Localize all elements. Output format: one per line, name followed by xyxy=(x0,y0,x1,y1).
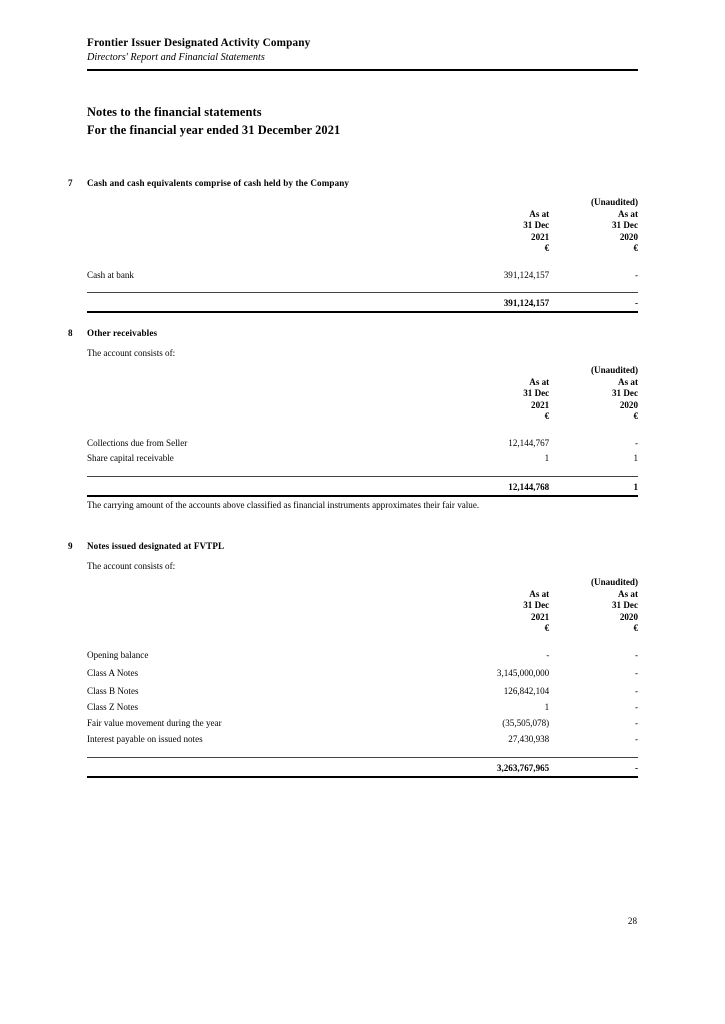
note-7-table xyxy=(87,196,638,313)
spacer-cell xyxy=(87,283,638,293)
total-label xyxy=(87,480,393,496)
col2-date: 31 Dec xyxy=(611,388,638,399)
table-row xyxy=(87,663,638,684)
table-header-asat-row xyxy=(87,377,638,388)
row-value-2021: 391,124,157 xyxy=(503,269,550,280)
col2-currency: € xyxy=(633,243,638,254)
col2-as-at: As at xyxy=(618,209,638,219)
spacer-cell xyxy=(87,635,638,648)
total-value-2021: 12,144,768 xyxy=(393,480,549,496)
page-title-line2: For the financial year ended 31 December 2021 xyxy=(87,122,341,137)
row-label: Class A Notes xyxy=(87,668,139,679)
row-value-2020: - xyxy=(634,702,638,713)
col1-year: 2021 xyxy=(531,611,550,622)
table-header-asat-row xyxy=(87,209,638,220)
row-label: Class B Notes xyxy=(87,686,139,697)
note-8-number: 8 xyxy=(68,328,73,338)
note-section-9 xyxy=(0,541,725,555)
row-value-2020: - xyxy=(634,668,638,679)
col1-as-at: As at xyxy=(529,589,550,599)
total-value-2020: - xyxy=(549,296,638,312)
col1-as-at: As at xyxy=(529,209,550,219)
col1-date: 31 Dec xyxy=(523,388,550,399)
note-7-number: 7 xyxy=(68,178,73,188)
table-header-year-row xyxy=(87,400,638,411)
table-header-year-row xyxy=(87,612,638,623)
col1-currency: € xyxy=(544,623,550,634)
table-row xyxy=(87,648,638,664)
row-label: Class Z Notes xyxy=(87,702,139,713)
col1-as-at: As at xyxy=(529,377,550,387)
unaudited-label: (Unaudited) xyxy=(591,365,638,375)
col2-currency: € xyxy=(633,411,638,422)
col1-year: 2021 xyxy=(531,231,550,242)
spacer-cell xyxy=(87,220,393,231)
table-header-date-row xyxy=(87,600,638,611)
spacer-cell xyxy=(87,589,393,600)
row-value-2020: 1 xyxy=(633,453,638,464)
total-value-2021: 391,124,157 xyxy=(393,296,549,312)
spacer-cell xyxy=(87,748,638,758)
note-8-footnote: The carrying amount of the accounts above classified as financial instruments approximates their fair value. xyxy=(87,500,480,510)
table-header-date-row xyxy=(87,388,638,399)
col2-as-at: As at xyxy=(618,589,638,599)
row-value-2021: 1 xyxy=(544,702,550,713)
spacer-cell xyxy=(87,377,393,388)
total-value-2020: 1 xyxy=(549,480,638,496)
document-subtitle: Directors' Report and Financial Statements xyxy=(87,52,265,63)
spacer-cell xyxy=(87,576,393,589)
note-8-intro: The account consists of: xyxy=(87,348,176,358)
table-total-row xyxy=(87,296,638,312)
row-label: Cash at bank xyxy=(87,269,134,280)
page-title xyxy=(87,104,340,139)
table-row xyxy=(87,700,638,716)
unaudited-label: (Unaudited) xyxy=(591,197,638,207)
note-7-title: Cash and cash equivalents comprise of cash held by the Company xyxy=(87,178,350,188)
note-9-title: Notes issued designated at FVTPL xyxy=(87,541,225,551)
row-value-2020: - xyxy=(634,437,638,448)
total-value-2021: 3,263,767,965 xyxy=(393,761,549,777)
spacer-row xyxy=(87,423,638,436)
note-9-intro: The account consists of: xyxy=(87,561,176,571)
table-header-asat-row xyxy=(87,589,638,600)
table-total-row xyxy=(87,480,638,496)
spacer-cell xyxy=(87,232,393,243)
row-value-2021: - xyxy=(546,649,550,660)
table-row xyxy=(87,268,638,284)
table-header-unaudited-row xyxy=(87,364,638,377)
note-9-table xyxy=(87,576,638,778)
spacer-cell xyxy=(87,388,393,399)
document-header xyxy=(87,36,638,71)
col1-currency: € xyxy=(544,411,550,422)
total-label xyxy=(87,296,393,312)
spacer-row xyxy=(87,748,638,758)
note-section-7 xyxy=(0,178,725,192)
row-value-2020: - xyxy=(634,718,638,729)
col2-currency: € xyxy=(633,623,638,634)
header-rule xyxy=(87,69,638,71)
row-value-2021: 3,145,000,000 xyxy=(496,668,550,679)
row-label: Interest payable on issued notes xyxy=(87,733,203,744)
row-value-2020: - xyxy=(634,269,638,280)
row-value-2021: 126,842,104 xyxy=(503,686,550,697)
empty-cell xyxy=(393,364,549,377)
col2-year: 2020 xyxy=(619,611,638,622)
empty-cell xyxy=(393,576,549,589)
table-header-unaudited-row xyxy=(87,576,638,589)
total-label xyxy=(87,761,393,777)
row-label: Opening balance xyxy=(87,649,149,660)
page-number: 28 xyxy=(627,916,637,926)
spacer-row xyxy=(87,255,638,268)
note-8-title: Other receivables xyxy=(87,328,158,338)
spacer-row xyxy=(87,467,638,477)
col2-year: 2020 xyxy=(619,399,638,410)
row-value-2020: - xyxy=(634,733,638,744)
row-value-2020: - xyxy=(634,686,638,697)
spacer-row xyxy=(87,283,638,293)
company-name: Frontier Issuer Designated Activity Company xyxy=(87,37,311,49)
spacer-cell xyxy=(87,411,393,422)
col1-date: 31 Dec xyxy=(523,600,550,611)
unaudited-label: (Unaudited) xyxy=(591,577,638,587)
col2-date: 31 Dec xyxy=(611,220,638,231)
col1-currency: € xyxy=(544,243,550,254)
empty-cell xyxy=(393,196,549,209)
row-value-2021: 1 xyxy=(544,453,550,464)
row-label: Share capital receivable xyxy=(87,453,174,464)
row-value-2021: (35,505,078) xyxy=(502,718,550,729)
table-header-currency-row xyxy=(87,411,638,422)
spacer-cell xyxy=(87,255,638,268)
page-title-line1: Notes to the financial statements xyxy=(87,105,262,119)
table-header-currency-row xyxy=(87,623,638,634)
total-value-2020: - xyxy=(549,761,638,777)
table-header-unaudited-row xyxy=(87,196,638,209)
spacer-cell xyxy=(87,423,638,436)
row-value-2021: 27,430,938 xyxy=(508,733,550,744)
spacer-cell xyxy=(87,623,393,634)
table-header-date-row xyxy=(87,220,638,231)
col1-year: 2021 xyxy=(531,399,550,410)
spacer-cell xyxy=(87,243,393,254)
col1-date: 31 Dec xyxy=(523,220,550,231)
table-row xyxy=(87,684,638,700)
table-row xyxy=(87,732,638,748)
col2-date: 31 Dec xyxy=(611,600,638,611)
spacer-cell xyxy=(87,612,393,623)
note-section-8 xyxy=(0,328,725,342)
table-header-currency-row xyxy=(87,243,638,254)
col2-as-at: As at xyxy=(618,377,638,387)
row-value-2021: 12,144,767 xyxy=(508,437,550,448)
note-7-heading xyxy=(0,178,725,192)
table-row xyxy=(87,716,638,732)
table-header-year-row xyxy=(87,232,638,243)
spacer-cell xyxy=(87,364,393,377)
table-row xyxy=(87,451,638,467)
note-9-heading xyxy=(0,541,725,555)
row-label: Collections due from Seller xyxy=(87,437,188,448)
row-label: Fair value movement during the year xyxy=(87,718,222,729)
spacer-cell xyxy=(87,400,393,411)
note-8-heading xyxy=(0,328,725,342)
row-value-2020: - xyxy=(634,649,638,660)
note-8-table xyxy=(87,364,638,497)
spacer-cell xyxy=(87,196,393,209)
table-row xyxy=(87,436,638,452)
spacer-row xyxy=(87,635,638,648)
spacer-cell xyxy=(87,209,393,220)
table-total-row xyxy=(87,761,638,777)
spacer-cell xyxy=(87,467,638,477)
note-9-number: 9 xyxy=(68,541,73,551)
col2-year: 2020 xyxy=(619,231,638,242)
spacer-cell xyxy=(87,600,393,611)
